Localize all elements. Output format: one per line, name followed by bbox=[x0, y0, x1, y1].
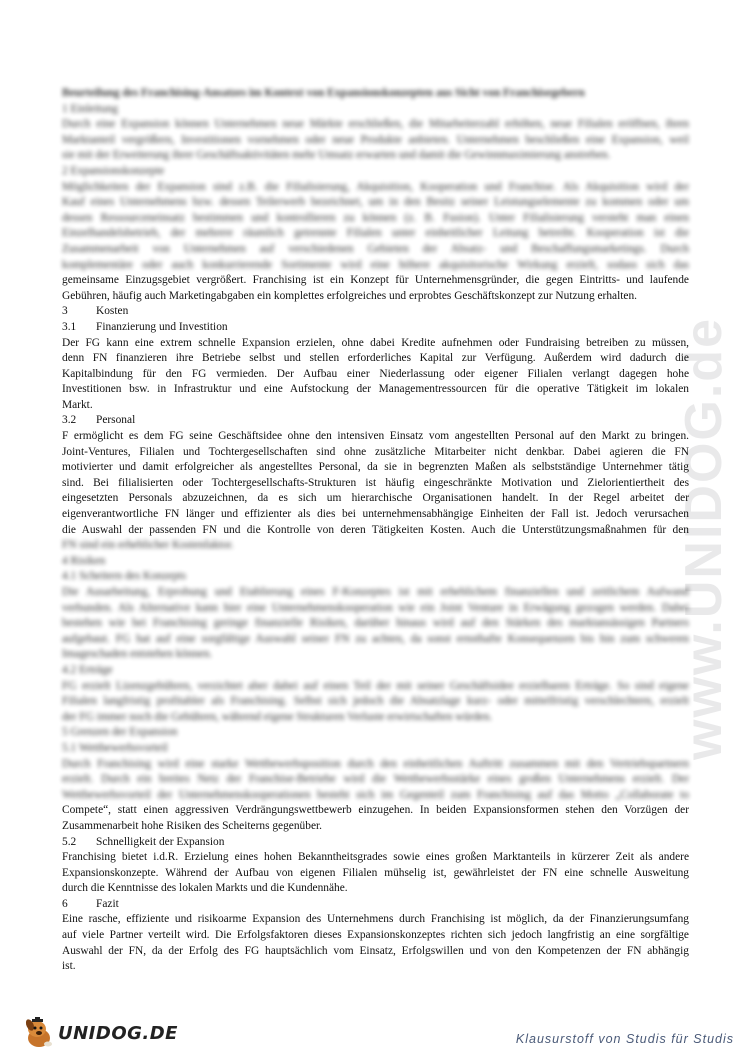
text-line: Gebühren, häufig auch Marketingabgaben ein komplettes erfolgreiches und erprobtes Geschäftskonzept zur Nutzung erhalten. bbox=[62, 289, 638, 302]
heading-1: 1 Einleitung bbox=[62, 102, 118, 115]
brand-name: UNIDOG.DE bbox=[58, 1022, 178, 1044]
heading-4-1: 4.1 Scheitern des Konzepts bbox=[62, 570, 187, 583]
heading-number: 3.1 bbox=[62, 320, 77, 333]
text-line: die Auswahl der passenden FN und die Kontrolle von deren Tätigkeiten Kosten. Auch die Unterstützungsmaßnahmen für den bbox=[62, 523, 689, 536]
text-line: Zusammenarbeit von Unternehmen auf verschiedenen Gebieten der Absatz- und Beschaffungsmarketings. Durch bbox=[62, 242, 689, 255]
text-line: Compete“, statt einen aggressiven Verdrängungswettbewerb einzugehen. In beiden Expansionsformen stehen den Vorzügen der bbox=[62, 804, 689, 817]
heading-title: Fazit bbox=[96, 897, 119, 910]
text-line: der FG immer noch die Gebühren, während eigene Strukturen Verluste erwirtschaften würden. bbox=[62, 710, 493, 723]
text-line: eigenverantwortliche FN länger und effizienter als dies bei unternehmensabhängige Einheiten der Fall ist. Jedoch verursachen bbox=[62, 508, 689, 521]
heading-5-1: 5.1 Wettbewerbsvorteil bbox=[62, 741, 168, 754]
document-page bbox=[62, 86, 689, 975]
unidog-logo[interactable] bbox=[22, 1016, 178, 1050]
text-line: aufgebaut. FG hat auf eine sorgfältige Auswahl seiner FN zu achten, da sonst ernsthafte Konsequenzen bis hin zum schweren bbox=[62, 632, 689, 645]
dog-mascot-icon bbox=[22, 1016, 56, 1050]
text-line: Die Ausarbeitung, Erprobung und Etablierung eines F-Konzeptes ist mit erheblichem finanziellen und zeitlichem Aufwand bbox=[62, 586, 689, 598]
text-line: auf viele Partner verteilt wird. Die Erfolgsfaktoren dieses Expansionskonzeptes richten sich jedoch langfristig an eine sorgfältige bbox=[62, 929, 689, 942]
heading-title: Schnelligkeit der Expansion bbox=[96, 835, 225, 848]
text-line: Filialen langfristig profitabler als Franchising. Selbst sich jedoch die Absatzlage kurz- oder mittelfristig verschlechtern, erzielt bbox=[62, 695, 689, 708]
text-line: Kapitalbindung für den FG vermieden. Der Aufbau einer Niederlassung oder eigener Filialen verlangt dagegen hohe bbox=[62, 367, 689, 380]
heading-number: 3 bbox=[62, 305, 68, 318]
text-line: bestehen wie bei Franchising geringe finanzielle Risiken, darüber hinaus wird auf den Stärken des marktansässigen Partners bbox=[62, 617, 689, 630]
heading-3-1 bbox=[62, 320, 689, 336]
text-line: Möglichkeiten der Expansion sind z.B. die Filialisierung, Akquisition, Kooperation und Franchise. Als Akquisition wird der bbox=[62, 180, 689, 193]
text-line: Markt. bbox=[62, 398, 93, 411]
heading-2: 2 Expansionskonzepte bbox=[62, 164, 165, 177]
text-line: durch die Kenntnisse des lokalen Markts und die Kundennähe. bbox=[62, 882, 348, 895]
text-line: gemeinsame Einzugsgebiet vergrößert. Franchising ist ein Konzept für Unternehmensgründer, die gegen Eintritts- und laufende bbox=[62, 274, 689, 287]
text-line: verbunden. Als Alternative kann hier eine Unternehmenskooperation wie ein Joint Venture in Erwägung gezogen werden. Dabei bbox=[62, 601, 689, 614]
heading-5: 5 Grenzen der Expansion bbox=[62, 726, 178, 739]
text-line: erzielt. Durch ein breites Netz der Franchise-Betriebe wird die Wettbewerbsstärke eines großen Unternehmens erzielt. Der bbox=[62, 773, 689, 786]
heading-4-2: 4.2 Erträge bbox=[62, 663, 113, 676]
heading-4: 4 Risiken bbox=[62, 554, 106, 567]
text-line: FG erzielt Lizenzgebühren, verzichtet aber dabei auf einen Teil der mit seiner Geschäftsidee erzielbaren Erträge. So sind eigene bbox=[62, 679, 689, 692]
heading-number: 6 bbox=[62, 897, 68, 910]
heading-3 bbox=[62, 304, 689, 320]
text-line: Joint-Ventures, Filialen und Tochtergesellschaften sind ohne zusätzliche Mitarbeiter nicht denkbar. Dabei agieren die FN bbox=[62, 445, 689, 458]
text-line: Expansionskonzepte. Während der Aufbau von eigenen Filialen mühselig ist, gewährleistet der FN eine schnelle Ausweitung bbox=[62, 866, 689, 879]
heading-title: Finanzierung und Investition bbox=[96, 320, 228, 333]
text-line: FN sind ein erheblicher Kostenfaktor. bbox=[62, 539, 234, 552]
text-line: sie mit der Erweiterung ihrer Geschäftsaktivitäten mehr Umsatz erwarten und damit die Gewinnmaximierung anstreben. bbox=[62, 149, 611, 162]
text-line: Auswahl der FN, da der Erfolg des FG hauptsächlich vom Einsatz, Erfolgswillen und von den Kompetenzen der FN abhängig bbox=[62, 944, 689, 957]
text-line: Durch Franchising wird eine starke Wettbewerbsposition durch den einheitlichen Auftritt zusammen mit den Vertriebspartnern bbox=[62, 757, 689, 770]
heading-5-2 bbox=[62, 835, 689, 851]
text-line: Marktanteil vergrößern, Investitionen vornehmen oder neue Produkte anbieten. Unternehmen beschließen eine Expansion, weil bbox=[62, 133, 689, 146]
watermark-text: www.UNIDOG.de bbox=[675, 317, 733, 760]
text-line: Einzelhandelsbetrieb, der mehrere räumlich getrennte Filialen unter einheitlicher Leitung betreibt. Kooperation ist die bbox=[62, 227, 689, 240]
footer-slogan: Klausurstoff von Studis für Studis bbox=[515, 1032, 734, 1046]
text-line: ist. bbox=[62, 960, 76, 973]
text-line: Investitionen bsw. in Infrastruktur und eine Aufstockung der Managementressourcen für die operative Tätigkeit im lokalen bbox=[62, 383, 689, 396]
blurred-middle-section bbox=[62, 538, 689, 803]
text-line: Der FG kann eine extrem schnelle Expansion erzielen, ohne dabei Kredite aufnehmen oder Fundraising betreiben zu müssen, bbox=[62, 336, 689, 349]
blurred-intro-section bbox=[62, 86, 689, 273]
visible-section-2 bbox=[62, 803, 689, 975]
text-line: Zusammenarbeit hohe Risiken des Scheiterns gegenüber. bbox=[62, 819, 323, 832]
text-line: eingesetzten Personals abzuzeichnen, da es sich um hierarchische Organisationen handelt. In der Regel arbeitet der bbox=[62, 492, 689, 505]
heading-title: Kosten bbox=[96, 305, 129, 318]
text-line: Kauf eines Unternehmens bzw. dessen Teilerwerb bezeichnet, um in den Besitz seiner Leistungselemente zu kommen oder um bbox=[62, 196, 689, 209]
visible-section-1 bbox=[62, 273, 689, 538]
text-line: komplementäre oder auch konkurrierende Sortimente wird eine höhere akquisitorische Wirkung erzielt, sodass sich das bbox=[62, 258, 689, 271]
text-line: dessen Ressourceneinsatz bestimmen und kontrollieren zu können (z. B. Fusion). Unter Filialisierung versteht man einen bbox=[62, 211, 689, 224]
text-line: Wettbewerbsvorteil der Unternehmenskooperationen besteht sich im Gegenteil zum Franchising auf das Motto „Collaborate to bbox=[62, 788, 689, 801]
document-title: Beurteilung des Franchising-Ansatzes im Kontext von Expansionskonzepten aus Sicht von Franchisegebern bbox=[62, 87, 585, 99]
heading-title: Personal bbox=[96, 414, 136, 427]
text-line: denn FN finanzieren ihre Betriebe selbst und stellen erforderliches Kapital zur Verfügung. Außerdem wird dadurch die bbox=[62, 352, 689, 365]
text-line: Eine rasche, effiziente und risikoarme Expansion des Unternehmens durch Franchising ist möglich, da der Finanzierungsumfang bbox=[62, 913, 689, 926]
heading-3-2 bbox=[62, 413, 689, 429]
text-line: sind. Bei filialisierten oder Tochtergesellschafts-Strukturen ist häufig eingeschränkte Motivation und Zielorientiertheit des bbox=[62, 476, 689, 489]
heading-number: 5.2 bbox=[62, 835, 77, 848]
heading-number: 3.2 bbox=[62, 414, 77, 427]
text-line: F ermöglicht es dem FG seine Geschäftsidee ohne den intensiven Einsatz vom angestellten Personal auf den Markt zu bringen. bbox=[62, 430, 689, 443]
text-line: motivierter und damit erfolgreicher als angestelltes Personal, da sie in begrenzten Maßen als selbstständige Unternehmer tätig bbox=[62, 461, 689, 474]
text-line: Franchising bietet i.d.R. Erzielung eines hohen Bekanntheitsgrades sowie eines großen Marktanteils in kürzerer Zeit als andere bbox=[62, 851, 689, 864]
heading-6 bbox=[62, 897, 689, 913]
text-line: Durch eine Expansion können Unternehmen neue Märkte erschließen, die Mitarbeiterzahl erhöhen, neue Filialen eröffnen, ihren bbox=[62, 118, 689, 131]
text-line: Imageschaden entstehen können. bbox=[62, 648, 213, 661]
